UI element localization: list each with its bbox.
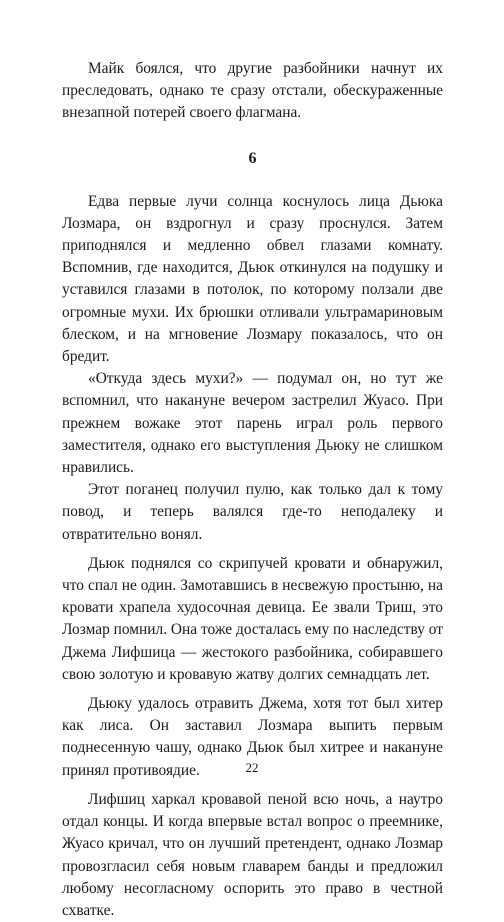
chapter-number: 6 <box>248 149 257 167</box>
paragraph-6: Лифшиц харкал кровавой пеной всю ночь, а наутро отдал концы. И когда впервые встал вопрос о преемнике, Жуасо кричал, что он лучший претендент, однако Лозмар провозгласил себя новым главарем банды и предложил любому несогласному оспорить это право в честной схватке. <box>62 790 443 919</box>
paragraph-5: Дьюку удалось отравить Джема, хотя тот был хитер как лиса. Он заставил Лозмара выпить первым поднесенную чашу, однако Дьюк был хитрее и накануне принял противоядие. <box>62 695 443 779</box>
paragraph-1: Едва первые лучи солнца коснулось лица Дьюка Лозмара, он вздрогнул и сразу проснулся. Затем приподнялся и медленно обвел глазами комнату. Вспомнив, где находится, Дьюк откинулся на подушку и уставился глазами в потолок, по которому ползали две огромные мухи. Их брюшки отливали ультрамариновым блеском, и на мгновение Лозмару показалось, что он бредит. <box>62 192 443 366</box>
paragraph-2: «Откуда здесь мухи?» — подумал он, но тут же вспомнил, что накануне вечером застрелил Жуасо. При прежнем вожаке этот парень играл роль первого заместителя, однако его выступления Дьюку не слишком нравились. <box>62 370 443 477</box>
page-number: 22 <box>245 760 259 775</box>
paragraph-4: Дьюк поднялся со скрипучей кровати и обнаружил, что спал не один. Замотавшись в несвежую простыню, на кровати храпела худосочная девица. Ее звали Триш, это Лозмар помнил. Она тоже досталась ему по наследству от Джема Лифшица — жестокого разбойника, собиравшего свою золотую и кровавую жатву долгих семнадцать лет. <box>62 554 443 683</box>
book-page <box>62 58 443 922</box>
paragraph-3: Этот поганец получил пулю, как только дал к тому повод, и теперь валялся где-то неподалеку и отвратительно вонял. <box>62 481 443 543</box>
paragraph-intro: Майк боялся, что другие разбойники начнут их преследовать, однако те сразу отстали, обескураженные внезапной потерей своего флагмана. <box>62 60 443 122</box>
